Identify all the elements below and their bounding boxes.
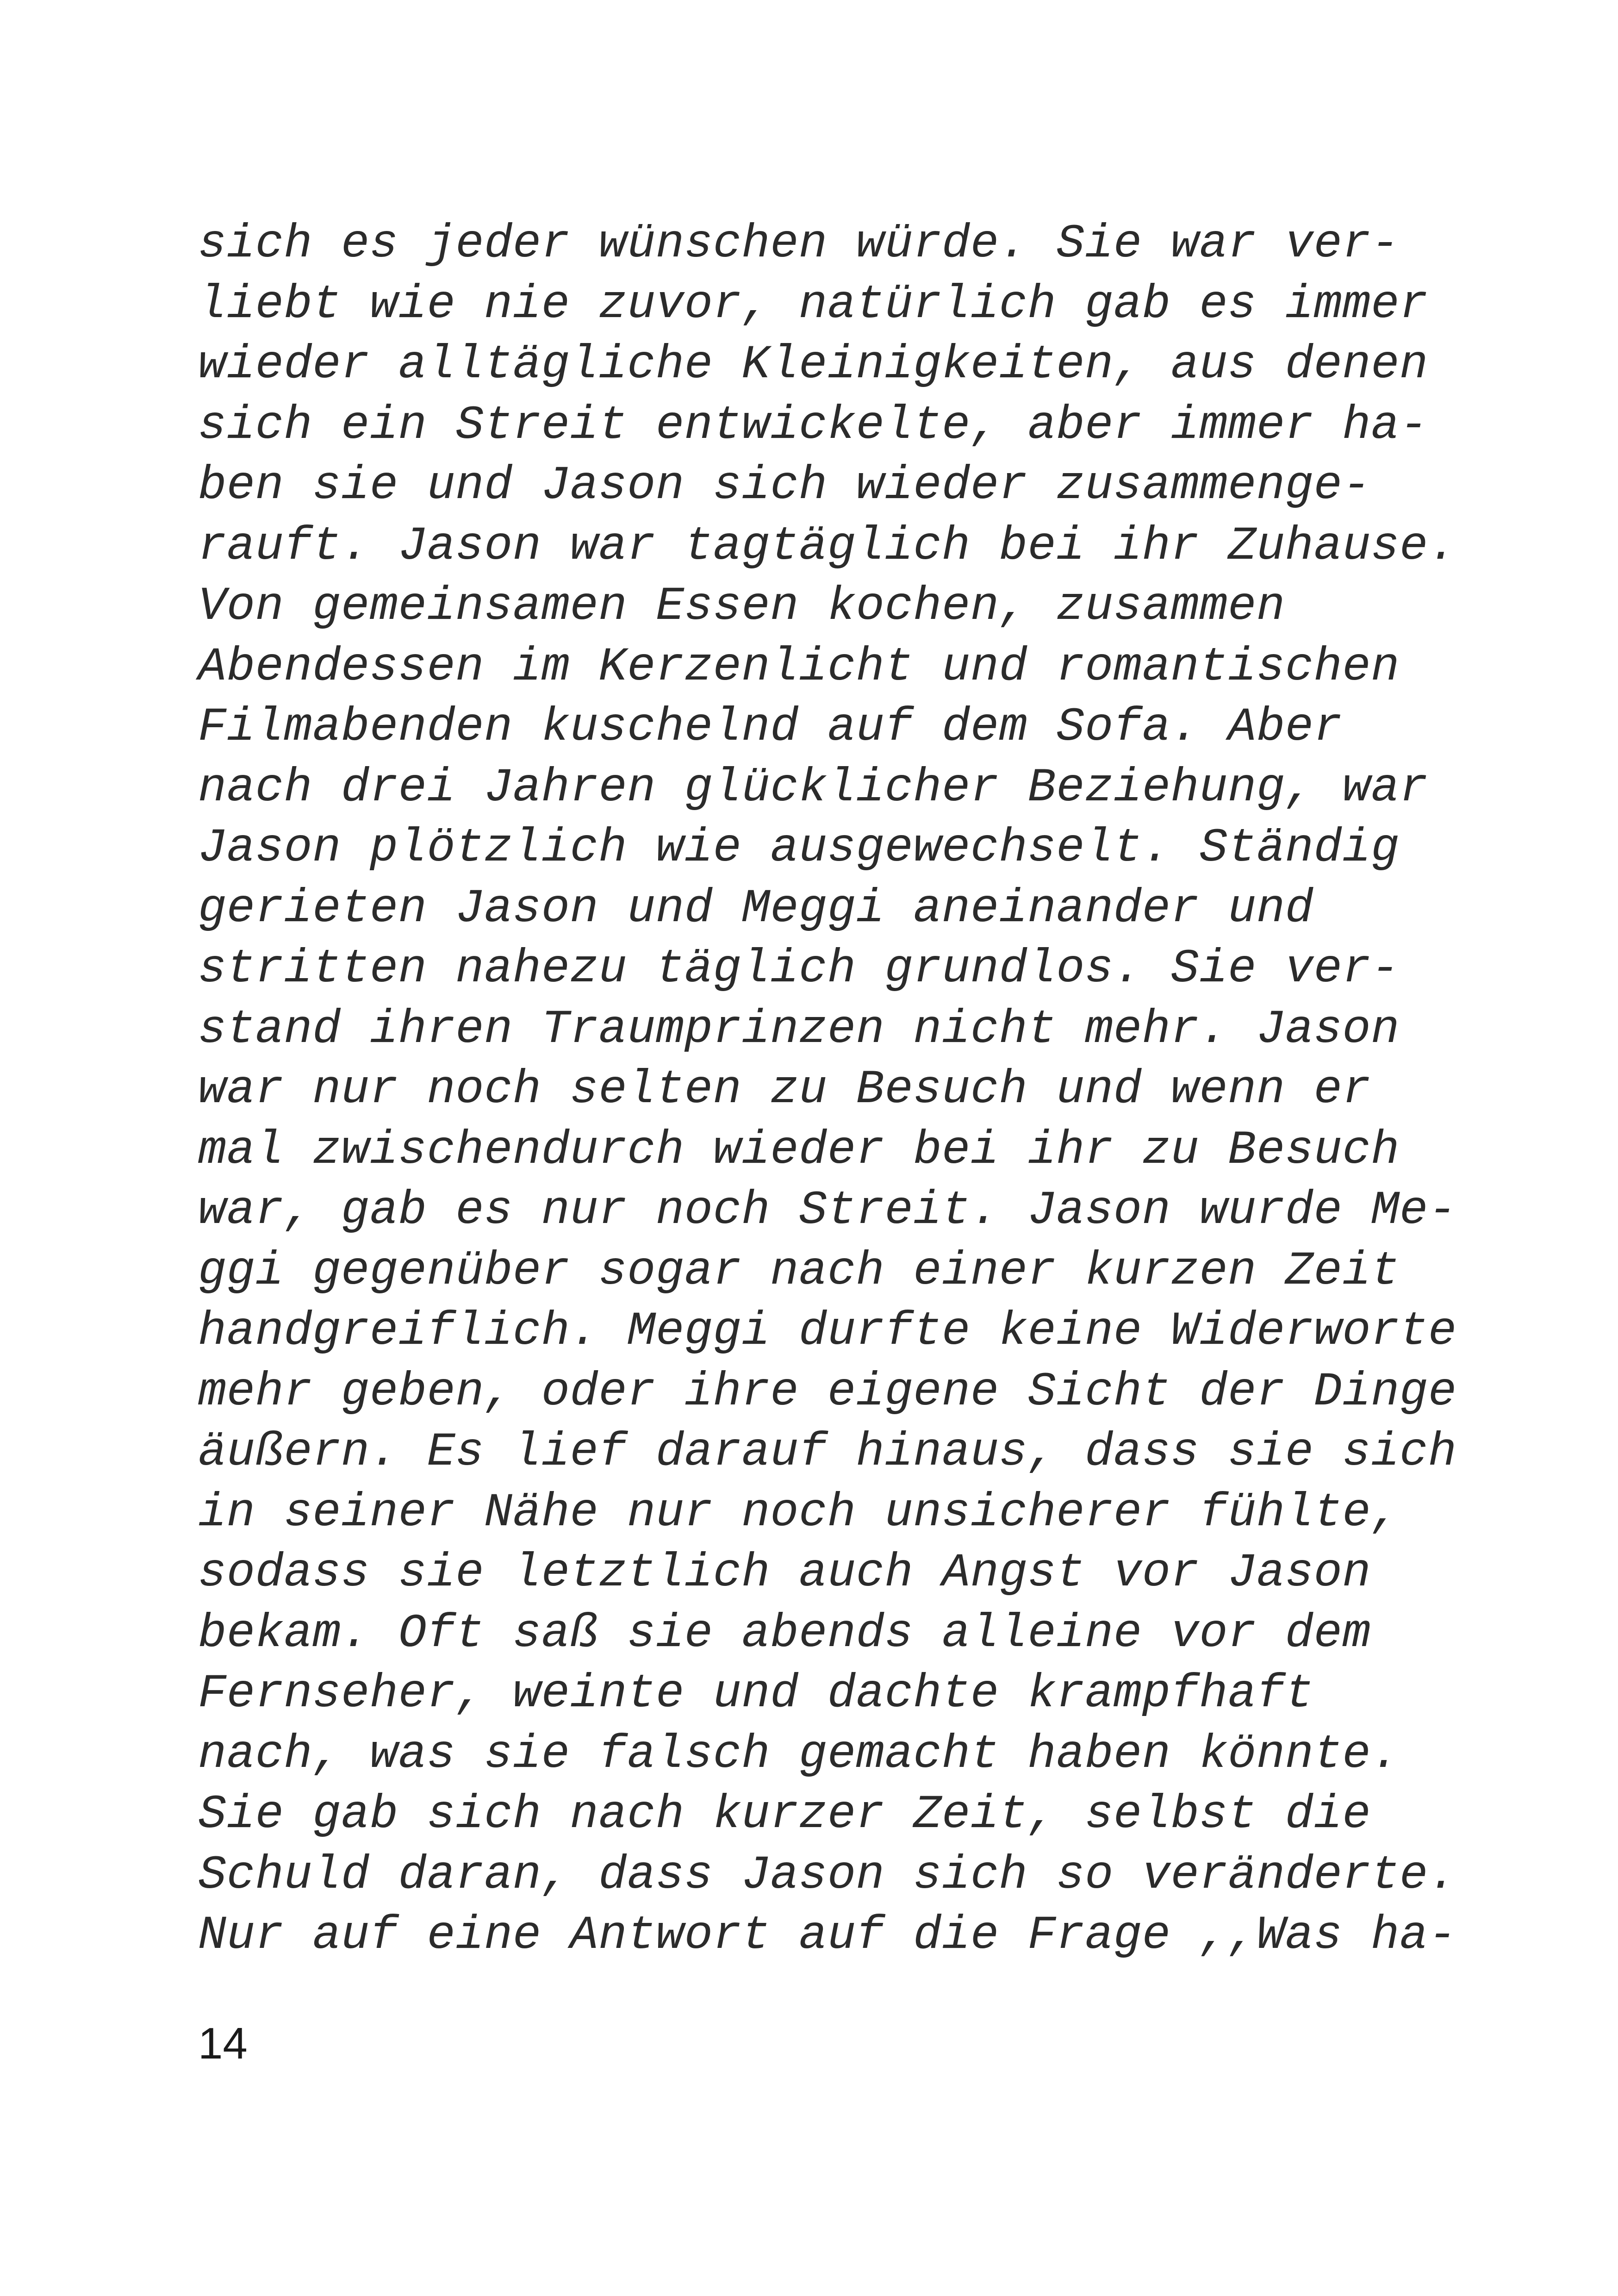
text-line: in seiner Nähe nur noch unsicherer fühlte, (198, 1485, 1400, 1540)
text-line: rauft. Jason war tagtäglich bei ihr Zuhause. (198, 519, 1457, 573)
text-line: war nur noch selten zu Besuch und wenn er (198, 1063, 1371, 1117)
text-line: mehr geben, oder ihre eigene Sicht der Dinge (198, 1365, 1457, 1419)
text-line: wieder alltägliche Kleinigkeiten, aus denen (198, 338, 1428, 392)
text-line: Schuld daran, dass Jason sich so veränderte. (198, 1848, 1457, 1902)
text-line: sich es jeder wünschen würde. Sie war ver- (198, 217, 1400, 271)
text-line: handgreiflich. Meggi durfte keine Widerworte (198, 1304, 1457, 1358)
text-line: Nur auf eine Antwort auf die Frage ,,Was ha- (198, 1909, 1457, 1962)
text-line: Abendessen im Kerzenlicht und romantischen (198, 640, 1400, 694)
text-line: äußern. Es lief darauf hinaus, dass sie sich (198, 1425, 1457, 1479)
text-line: gerieten Jason und Meggi aneinander und (198, 881, 1314, 936)
text-line: stand ihren Traumprinzen nicht mehr. Jason (198, 1002, 1400, 1056)
text-line: mal zwischendurch wieder bei ihr zu Besuch (198, 1123, 1400, 1177)
text-line: Fernseher, weinte und dachte krampfhaft (198, 1667, 1314, 1721)
body-text (198, 214, 1475, 1966)
text-line: war, gab es nur noch Streit. Jason wurde Me- (198, 1184, 1457, 1237)
text-line: Sie gab sich nach kurzer Zeit, selbst die (198, 1788, 1371, 1841)
text-line: nach, was sie falsch gemacht haben könnte. (198, 1727, 1400, 1781)
text-line: sich ein Streit entwickelte, aber immer ha- (198, 398, 1428, 452)
text-line: ben sie und Jason sich wieder zusammenge- (198, 459, 1371, 512)
text-line: Von gemeinsamen Essen kochen, zusammen (198, 580, 1285, 633)
text-line: liebt wie nie zuvor, natürlich gab es immer (198, 277, 1428, 331)
text-line: stritten nahezu täglich grundlos. Sie ver- (198, 942, 1400, 996)
text-line: ggi gegenüber sogar nach einer kurzen Zeit (198, 1244, 1400, 1298)
page-number: 14 (198, 2019, 248, 2068)
text-line: sodass sie letztlich auch Angst vor Jason (198, 1546, 1371, 1600)
text-line: bekam. Oft saß sie abends alleine vor dem (198, 1606, 1371, 1660)
text-line: nach drei Jahren glücklicher Beziehung, war (198, 761, 1428, 815)
text-line: Filmabenden kuschelnd auf dem Sofa. Aber (198, 700, 1343, 754)
text-line: Jason plötzlich wie ausgewechselt. Ständig (198, 821, 1400, 875)
